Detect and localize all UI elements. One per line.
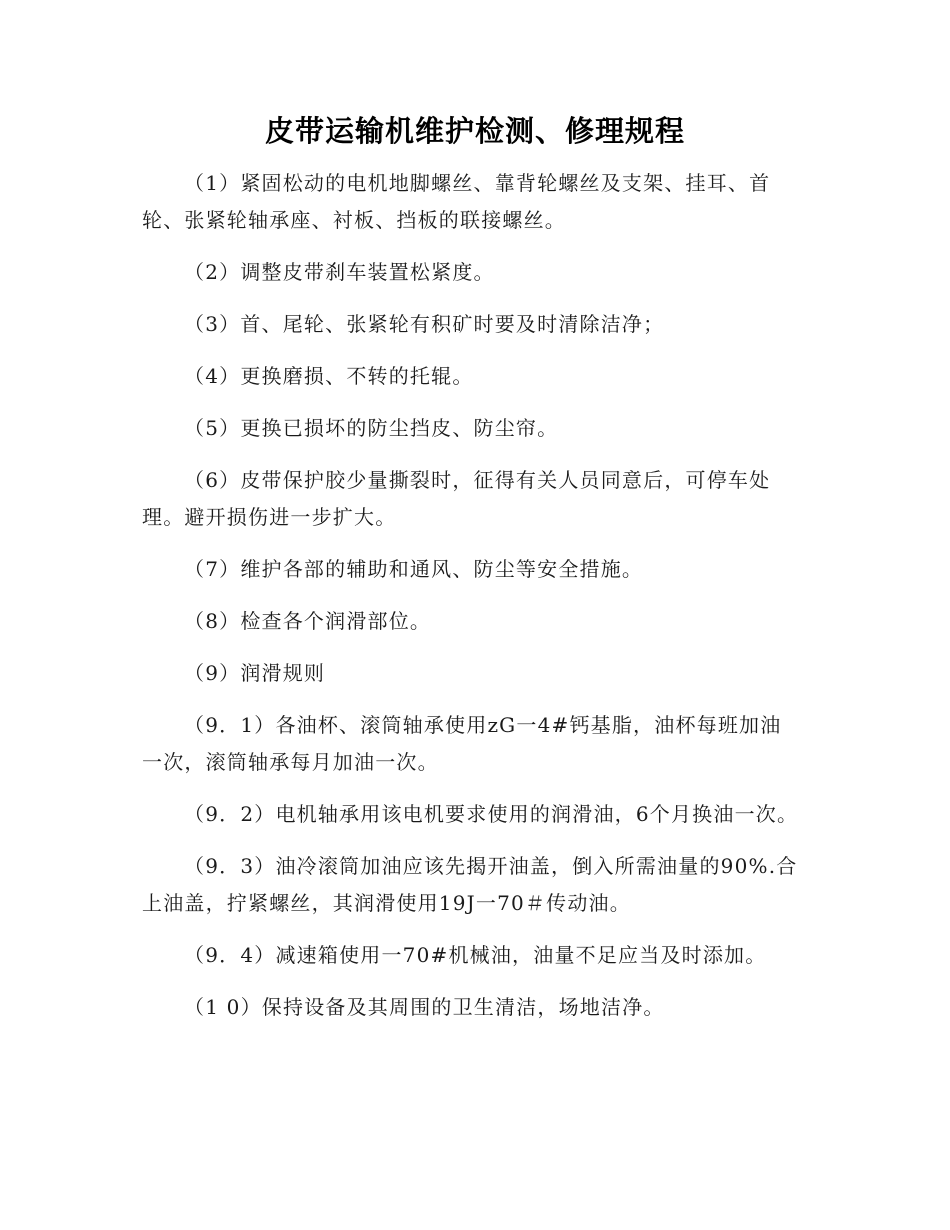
paragraph-10: （1 0）保持设备及其周围的卫生清洁，场地洁净。: [184, 995, 665, 1019]
paragraph-5: （5）更换已损坏的防尘挡皮、防尘帘。: [184, 416, 559, 440]
paragraph-1: （1）紧固松动的电机地脚螺丝、靠背轮螺丝及支架、挂耳、首轮、张紧轮轴承座、衬板、挡板的联接螺丝。: [142, 171, 771, 232]
paragraph-9-4: （9．4）减速箱使用一70#机械油，油量不足应当及时添加。: [184, 943, 767, 967]
paragraph-9-1: （9．1）各油杯、滚筒轴承使用zG一4#钙基脂，油杯每班加油一次，滚筒轴承每月加油一次。: [142, 713, 782, 774]
paragraph-9: （9）润滑规则: [184, 661, 326, 685]
paragraph-9-2: （9．2）电机轴承用该电机要求使用的润滑油，6个月换油一次。: [184, 802, 799, 826]
document-title: 皮带运输机维护检测、修理规程: [264, 114, 685, 148]
paragraph-8: （8）检查各个润滑部位。: [184, 609, 432, 633]
paragraph-9-3: （9．3）油冷滚筒加油应该先揭开油盖，倒入所需油量的90%.合上油盖，拧紧螺丝，其润滑使用19J一70＃传动油。: [142, 854, 798, 915]
paragraph-4: （4）更换磨损、不转的托辊。: [184, 364, 474, 388]
paragraph-3: （3）首、尾轮、张紧轮有积矿时要及时清除洁净；: [184, 312, 665, 336]
document-body: [142, 165, 800, 1041]
paragraph-6: （6）皮带保护胶少量撕裂时，征得有关人员同意后，可停车处理。避开损伤进一步扩大。: [142, 468, 771, 529]
paragraph-7: （7）维护各部的辅助和通风、防尘等安全措施。: [184, 557, 644, 581]
paragraph-2: （2）调整皮带刹车装置松紧度。: [184, 260, 495, 284]
